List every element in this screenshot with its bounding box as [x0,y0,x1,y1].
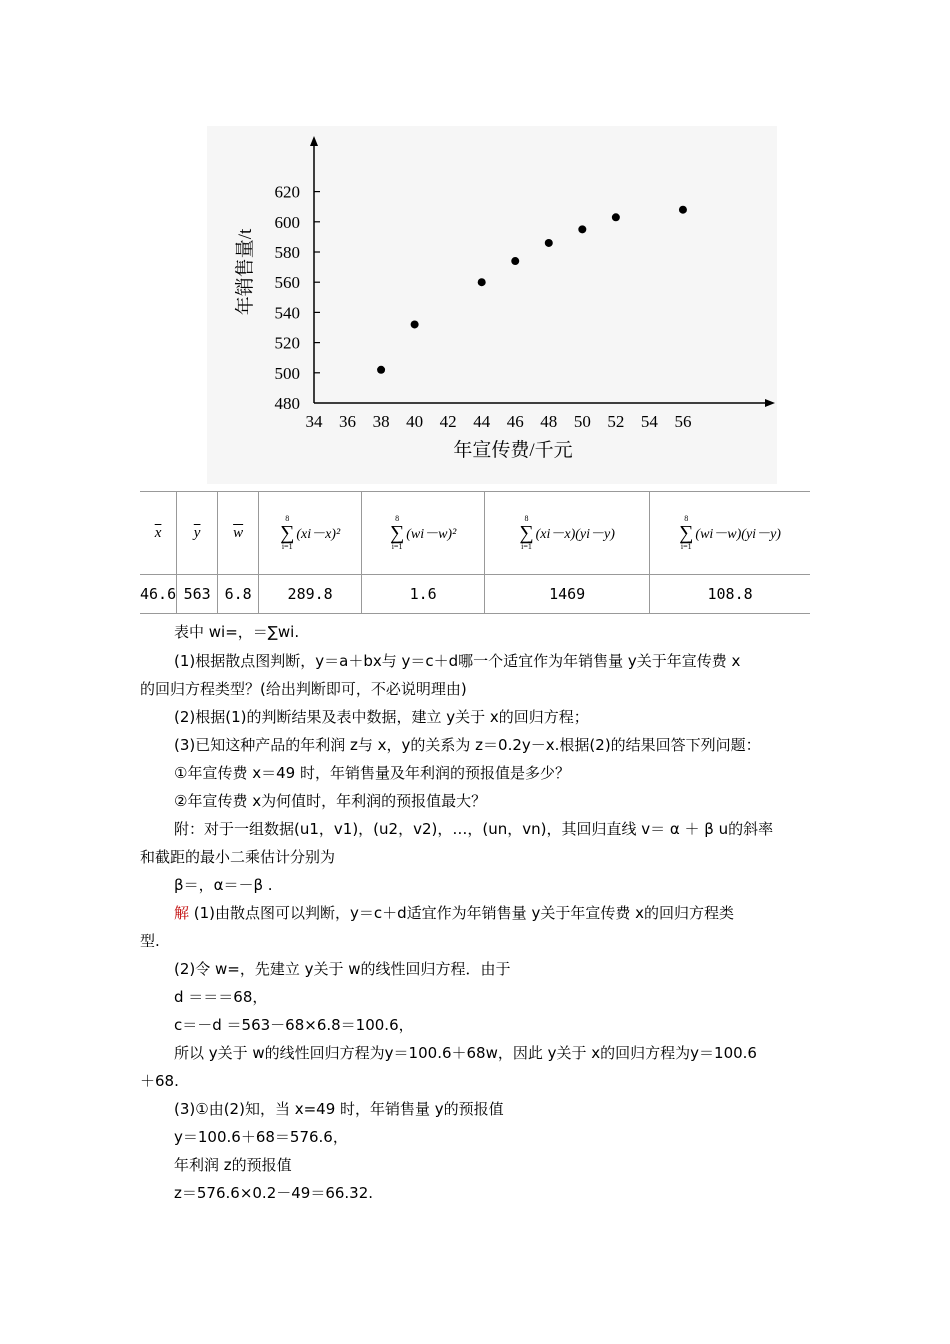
question-2: (2)根据(1)的判断结果及表中数据，建立 y关于 x的回归方程； [174,708,589,726]
scatter-plot-svg [207,126,777,484]
y-tick-label: 600 [274,212,300,232]
value-sum-ww: 1.6 [362,575,485,614]
table-note: 表中 wi=，＝∑wi. [174,623,300,641]
sum-upper: 8 [524,514,529,523]
sum-lower: i=1 [521,542,532,551]
x-tick-label: 50 [573,412,591,431]
header-wbar [218,492,259,575]
x-tick-label: 42 [439,412,457,431]
solution-line-9: y＝100.6＋68＝576.6， [174,1128,348,1146]
question-1-line-1: (1)根据散点图判断，y＝a＋bx与 y＝c＋d哪一个适宜作为年销售量 y关于年宣传费 x [174,652,741,670]
value-wbar: 6.8 [218,575,259,614]
x-tick-label: 56 [674,412,692,431]
solution-line-8: (3)①由(2)知，当 x=49 时，年销售量 y的预报值 [174,1100,504,1118]
y-tick-label: 580 [274,243,300,262]
data-point [377,366,385,374]
header-sum-xy-text: (xi－x)(yi－y) [535,527,615,542]
sigma-symbol: 8 ∑ i=1 [519,514,534,551]
sum-upper: 8 [684,514,689,523]
solution-line-3: (2)令 w=，先建立 y关于 w的线性回归方程．由于 [174,960,511,978]
y-tick-label: 620 [274,182,300,202]
sigma-symbol: 8 ∑ i=1 [280,514,295,551]
y-tick-label: 500 [274,363,300,383]
data-point [612,213,620,221]
solution-line-7: ＋68. [140,1072,179,1090]
data-point [578,225,586,233]
question-3: (3)已知这种产品的年利润 z与 x，y的关系为 z＝0.2y－x.根据(2)的结果回答下列问题： [174,736,761,754]
header-sum-wy [650,492,810,575]
x-tick-label: 34 [305,412,323,431]
x-tick-label: 46 [506,412,524,431]
x-tick-label: 38 [372,412,390,431]
header-sum-wy-text: (wi－w)(yi－y) [695,527,781,542]
question-1-line-2: 的回归方程类型？(给出判断即可，不必说明理由) [140,680,467,698]
y-axis-arrow [310,136,318,146]
y-tick-marks [314,192,320,373]
y-axis-label: 年销售量/t [235,228,256,316]
data-point [679,206,687,214]
x-axis-label: 年宣传费/千元 [453,440,573,461]
appendix-formula: β＝，α＝－β . [174,876,273,894]
x-tick-label: 52 [607,412,625,431]
y-tick-label: 540 [274,303,300,323]
value-sum-xx: 289.8 [259,575,362,614]
solution-line-4: d ＝＝＝68， [174,988,268,1006]
x-tick-label: 36 [339,412,357,431]
sum-upper: 8 [285,514,290,523]
header-wbar-text: $\overline{w}$ [233,524,244,541]
header-xbar [140,492,177,575]
y-tick-labels [275,183,301,413]
header-sum-xx [259,492,362,575]
header-sum-xy [485,492,650,575]
data-points [377,206,687,374]
header-ybar [177,492,218,575]
sigma-symbol: 8 ∑ i=1 [679,514,694,551]
data-point [411,320,419,328]
solution-line-5: c＝－d ＝563－68×6.8＝100.6， [174,1016,414,1034]
x-tick-labels [306,412,692,431]
solution-line-1 [174,902,734,924]
data-point [478,278,486,286]
value-sum-wy: 108.8 [650,575,810,614]
x-tick-label: 48 [540,412,558,431]
header-ybar-text: $\overline{y}$ [193,524,201,541]
question-3-part-2: ②年宣传费 x为何值时，年利润的预报值最大？ [174,792,487,810]
value-xbar: 46.6 [140,575,177,614]
appendix-line-1: 附：对于一组数据(u1，v1)，(u2，v2)，…，(un，vn)，其回归直线 v＝ α ＋ β u的斜率 [174,820,774,838]
data-point [511,257,519,265]
table-value-row [140,575,810,614]
solution-line-10: 年利润 z的预报值 [174,1156,292,1174]
statistics-table [140,491,810,614]
sum-lower: i=1 [680,542,692,551]
header-sum-xx-text: (xi－x)² [296,527,341,542]
solution-line-11: z＝576.6×0.2－49＝66.32. [174,1184,374,1202]
y-tick-label: 480 [274,394,300,413]
solution-line-6: 所以 y关于 w的线性回归方程为y＝100.6＋68w，因此 y关于 x的回归方程为y＝100.6 [174,1044,757,1062]
value-sum-xy: 1469 [485,575,650,614]
header-sum-ww [362,492,485,575]
solution-line-1-text: (1)由散点图可以判断，y＝c＋d适宜作为年销售量 y关于年宣传费 x的回归方程类 [189,904,734,922]
x-tick-label: 40 [406,412,424,431]
sum-lower: i=1 [391,542,403,551]
header-xbar-text: $\overline{x}$ [154,524,162,541]
sum-upper: 8 [395,514,400,523]
question-3-part-1: ①年宣传费 x＝49 时，年销售量及年利润的预报值是多少？ [174,764,570,782]
solution-line-2: 型. [140,932,160,950]
data-point [545,239,553,247]
header-sum-ww-text: (wi－w)² [406,527,457,542]
y-tick-label: 520 [274,333,300,353]
value-ybar: 563 [177,575,218,614]
x-tick-label: 44 [473,412,491,431]
table-header-row [140,492,810,575]
y-tick-label: 560 [274,273,300,293]
sum-lower: i=1 [281,542,293,551]
x-tick-label: 54 [640,412,658,431]
x-axis-arrow [765,399,775,407]
scatter-chart [207,126,777,484]
sigma-symbol: 8 ∑ i=1 [389,514,405,551]
solution-label: 解 [174,904,190,922]
appendix-line-2: 和截距的最小二乘估计分别为 [140,848,336,866]
